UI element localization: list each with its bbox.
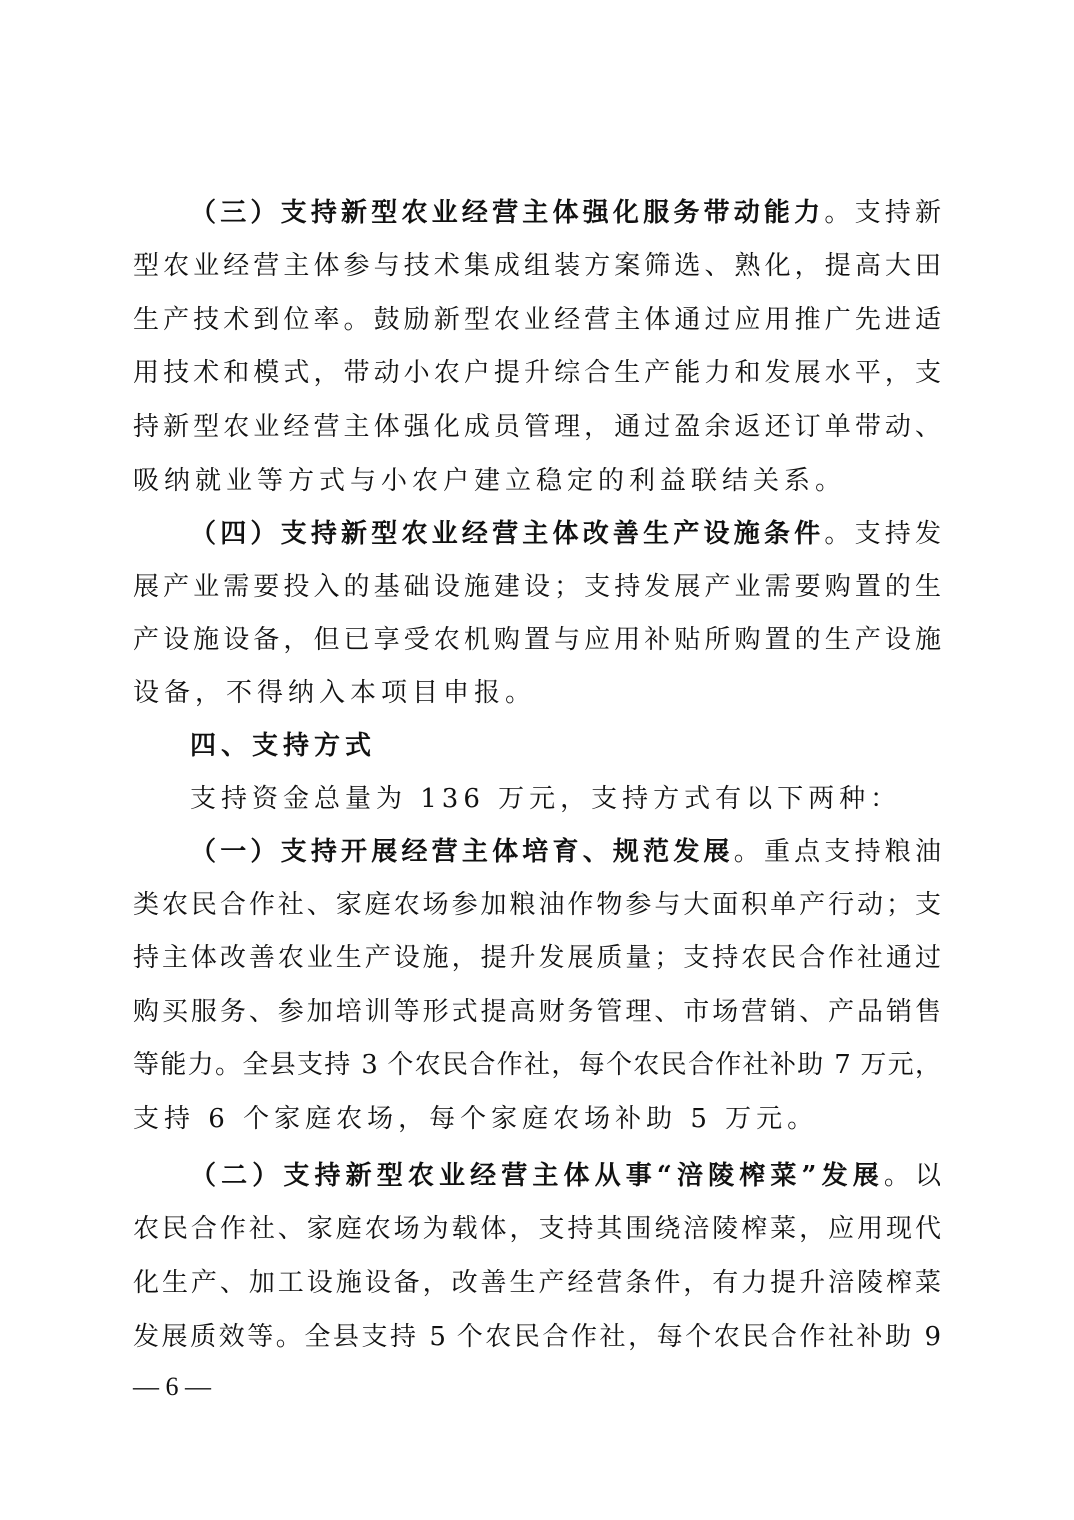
body-text: 支持资金总量为 136 万元，支持方式有以下两种： [190, 784, 902, 814]
body-text: 。重点支持粮油 [733, 837, 941, 867]
text-line [133, 623, 941, 657]
text-line [133, 570, 941, 604]
body-text: 。以 [883, 1161, 941, 1191]
text-line [190, 196, 941, 230]
text-line [133, 995, 941, 1029]
text-line [133, 303, 941, 337]
body-text: 吸纳就业等方式与小农户建立稳定的利益联结关系。 [133, 466, 847, 496]
body-text: 。支持发 [824, 519, 941, 549]
text-line [133, 464, 941, 498]
body-text: 支持 6 个家庭农场，每个家庭农场补助 5 万元。 [133, 1104, 819, 1134]
body-text: 产设施设备，但已享受农机购置与应用补贴所购置的生产设施 [133, 625, 941, 655]
text-line [133, 1266, 941, 1300]
text-line [133, 1048, 941, 1082]
body-text: 展产业需要投入的基础设施建设；支持发展产业需要购置的生 [133, 572, 941, 602]
text-line [190, 1159, 941, 1193]
body-text: 用技术和模式，带动小农户提升综合生产能力和发展水平，支 [133, 358, 941, 388]
text-line [133, 1212, 941, 1246]
body-text: 化生产、加工设施设备，改善生产经营条件，有力提升涪陵榨菜 [133, 1268, 941, 1298]
text-line [133, 888, 941, 922]
text-line [133, 1320, 941, 1354]
text-line [133, 249, 941, 283]
body-text: 。支持新 [824, 198, 941, 228]
body-text: 型农业经营主体参与技术集成组装方案筛选、熟化，提高大田 [133, 251, 941, 281]
bold-lead-text: （三）支持新型农业经营主体强化服务带动能力 [190, 198, 825, 228]
text-line [133, 1102, 941, 1136]
body-text: 生产技术到位率。鼓励新型农业经营主体通过应用推广先进适 [133, 305, 941, 335]
text-line [190, 782, 941, 816]
body-text: 持新型农业经营主体强化成员管理，通过盈余返还订单带动、 [133, 412, 941, 442]
bold-lead-text: （二）支持新型农业经营主体从事“涪陵榨菜”发展 [190, 1161, 884, 1191]
body-text: 购买服务、参加培训等形式提高财务管理、市场营销、产品销售 [133, 997, 941, 1027]
text-line [190, 517, 941, 551]
page-number: — 6 — [133, 1372, 211, 1401]
body-text: 四、支持方式 [190, 731, 377, 761]
section-heading [190, 729, 941, 763]
text-line [133, 676, 941, 710]
bold-lead-text: （四）支持新型农业经营主体改善生产设施条件 [190, 519, 825, 549]
body-text: 农民合作社、家庭农场为载体，支持其围绕涪陵榨菜，应用现代 [133, 1214, 941, 1244]
body-text: 类农民合作社、家庭农场参加粮油作物参与大面积单产行动；支 [133, 890, 941, 920]
body-text: 设备，不得纳入本项目申报。 [133, 678, 537, 708]
body-text: 等能力。全县支持 3 个农民合作社，每个农民合作社补助 7 万元， [133, 1050, 941, 1080]
body-text: 发展质效等。全县支持 5 个农民合作社，每个农民合作社补助 9 [133, 1322, 941, 1352]
bold-lead-text: （一）支持开展经营主体培育、规范发展 [190, 837, 734, 867]
text-line [190, 835, 941, 869]
text-line [133, 410, 941, 444]
body-text: 持主体改善农业生产设施，提升发展质量；支持农民合作社通过 [133, 943, 941, 973]
text-line [133, 356, 941, 390]
text-line [133, 941, 941, 975]
